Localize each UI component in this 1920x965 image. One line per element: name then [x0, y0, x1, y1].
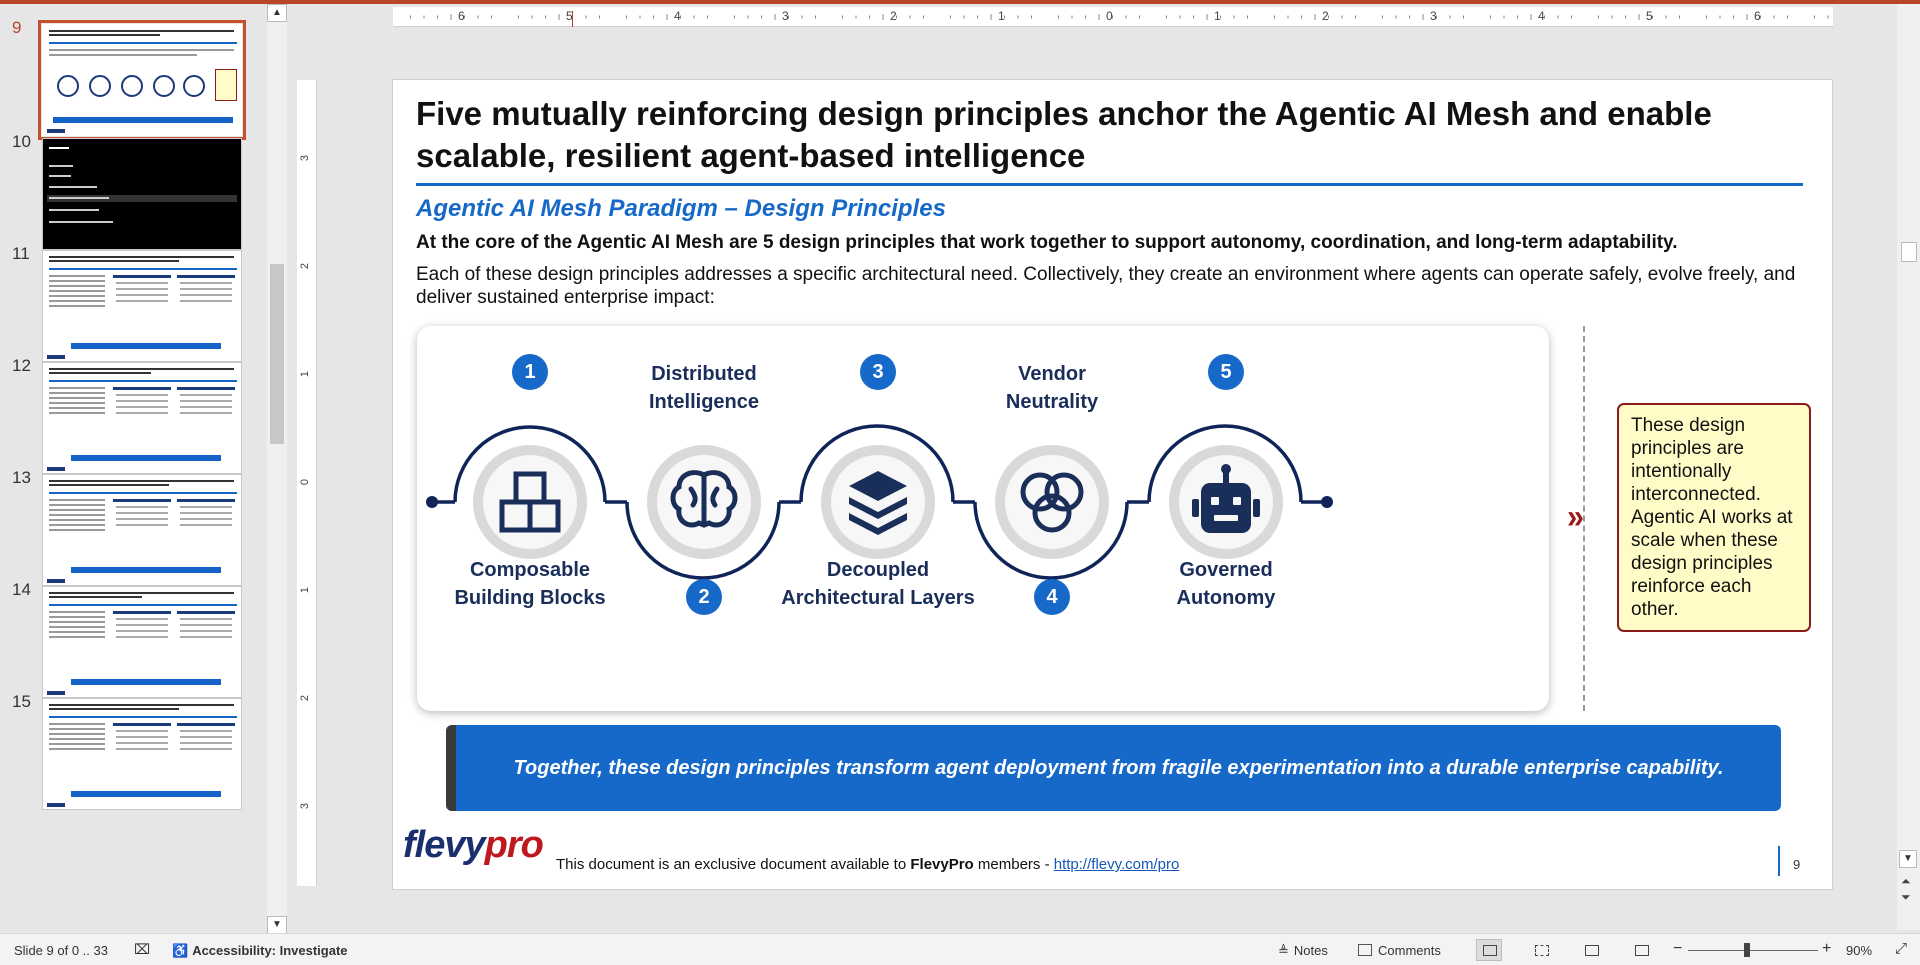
- ruler-number: 1: [1214, 9, 1221, 23]
- ruler-number: 3: [299, 154, 312, 162]
- brain-icon: [659, 457, 749, 547]
- flevypro-logo: [403, 823, 543, 867]
- step-label-distributed-intelligence[interactable]: [599, 360, 809, 416]
- normal-view-button[interactable]: [1476, 939, 1502, 961]
- step-label-line: Building Blocks: [454, 587, 606, 609]
- ruler-number: 0: [299, 478, 312, 486]
- slide-sorter-button[interactable]: [1528, 939, 1554, 961]
- step-number-badge: 2: [686, 579, 722, 615]
- thumbnail-number: 15: [12, 692, 31, 711]
- zoom-slider[interactable]: [1688, 950, 1818, 951]
- comments-button[interactable]: [1358, 943, 1441, 958]
- zoom-slider-handle[interactable]: [1744, 943, 1750, 957]
- interlocking-rings-icon: [1007, 457, 1097, 547]
- ruler-number: 3: [299, 802, 312, 810]
- zoom-in-button[interactable]: +: [1822, 940, 1832, 957]
- step-label-line: Composable: [469, 559, 591, 581]
- thumbnail-number: 13: [12, 468, 31, 487]
- accessibility-button[interactable]: [172, 943, 348, 959]
- editor-scrollbar[interactable]: [1897, 4, 1920, 930]
- ruler-number: 2: [299, 694, 312, 702]
- thumbnail-row-11[interactable]: [0, 244, 260, 364]
- thumbnail-row-10[interactable]: [0, 132, 260, 252]
- slide-thumbnail-11[interactable]: [42, 250, 242, 362]
- thumbnail-number: 10: [12, 132, 31, 151]
- step-label-line: Vendor: [1018, 363, 1086, 385]
- principles-panel[interactable]: [417, 326, 1549, 711]
- step-label-line: Autonomy: [1176, 587, 1276, 609]
- ruler-number: 4: [1538, 9, 1545, 23]
- accessibility-icon: ♿: [172, 943, 189, 958]
- logo-text: flevy: [403, 824, 485, 866]
- step-label-line: Decoupled: [826, 559, 930, 581]
- step-label-line: Intelligence: [648, 391, 760, 413]
- slide-counter[interactable]: Slide 9 of 0 .. 33: [14, 943, 108, 958]
- slide-show-icon: [1635, 945, 1649, 956]
- accessibility-label: Accessibility: Investigate: [192, 943, 348, 958]
- slide-show-button[interactable]: [1628, 939, 1654, 961]
- thumbnail-number: 12: [12, 356, 31, 375]
- step-label-line: Neutrality: [1005, 391, 1099, 413]
- notes-label: Notes: [1293, 943, 1328, 958]
- ruler-number: 2: [890, 9, 897, 23]
- ruler-number: 6: [458, 9, 465, 23]
- body-paragraph[interactable]: Each of these design principles addresses a specific architectural need. Collectively, they create an environment where agents can operate safely, evolve freely, and deliver sustained enterprise impact:: [416, 264, 1796, 308]
- building-blocks-icon: [485, 457, 575, 547]
- ruler-number: 1: [299, 586, 312, 594]
- step-label-vendor-neutrality[interactable]: [947, 360, 1157, 416]
- status-bar: [0, 933, 1920, 965]
- footer-brand: FlevyPro: [910, 856, 974, 873]
- comments-label: Comments: [1378, 943, 1441, 958]
- footer-text: This document is an exclusive document available to: [556, 856, 911, 873]
- step-label-line: Governed: [1179, 559, 1273, 581]
- next-slide-icon[interactable]: ⏷: [1901, 890, 1911, 904]
- slide-canvas[interactable]: [392, 79, 1833, 890]
- chevron-right-icon: »: [1566, 498, 1584, 536]
- step-label-governed-autonomy[interactable]: [1121, 556, 1331, 612]
- previous-slide-icon[interactable]: ⏶: [1901, 874, 1911, 888]
- thumbnail-row-12[interactable]: [0, 356, 260, 476]
- scrollbar-thumb[interactable]: [1901, 242, 1917, 262]
- reading-view-icon: [1585, 945, 1599, 956]
- footer-divider: [1778, 846, 1780, 876]
- ruler-number: 4: [674, 9, 681, 23]
- vertical-ruler[interactable]: [297, 80, 317, 886]
- slide-thumbnail-9[interactable]: [42, 24, 242, 136]
- thumbnail-row-15[interactable]: [0, 692, 260, 812]
- banner-accent: [446, 725, 456, 811]
- normal-view-icon: [1483, 945, 1497, 956]
- robot-icon: [1181, 457, 1271, 547]
- scroll-up-arrow-icon[interactable]: ▲: [267, 4, 287, 22]
- zoom-out-button[interactable]: −: [1673, 940, 1683, 957]
- thumbnail-row-14[interactable]: [0, 580, 260, 700]
- step-label-line: Distributed: [651, 363, 757, 385]
- reading-view-button[interactable]: [1578, 939, 1604, 961]
- ruler-number: 1: [299, 370, 312, 378]
- notes-button[interactable]: [1278, 943, 1328, 959]
- scroll-down-arrow-icon[interactable]: ▼: [267, 916, 287, 934]
- slide-thumbnail-10[interactable]: [42, 138, 242, 250]
- thumbnail-number: 14: [12, 580, 31, 599]
- lead-statement[interactable]: At the core of the Agentic AI Mesh are 5 design principles that work together to support autonomy, coordination, and long-term adaptability.: [416, 232, 1678, 253]
- step-number-badge: 4: [1034, 579, 1070, 615]
- ruler-number: 6: [1754, 9, 1761, 23]
- ruler-number: 0: [1106, 9, 1113, 23]
- thumbnail-row-9[interactable]: [0, 18, 260, 138]
- step-number-badge: 1: [512, 354, 548, 390]
- slide-subtitle[interactable]: Agentic AI Mesh Paradigm – Design Principles: [416, 195, 946, 222]
- footer-disclaimer: [556, 856, 1179, 873]
- thumbnail-number: 11: [12, 244, 30, 263]
- step-number-badge: 5: [1208, 354, 1244, 390]
- horizontal-ruler[interactable]: [393, 7, 1833, 27]
- slide-thumbnail-15[interactable]: [42, 698, 242, 810]
- thumbnail-number: 9: [12, 18, 22, 37]
- ruler-number: 5: [566, 9, 573, 23]
- comment-icon: [1358, 944, 1372, 956]
- ruler-number: 3: [1430, 9, 1437, 23]
- scrollbar-thumb[interactable]: [270, 264, 284, 444]
- ruler-ticks: [393, 7, 1833, 27]
- logo-text: pro: [484, 824, 543, 866]
- footer-text: members -: [973, 856, 1054, 873]
- banner-text: Together, these design principles transform agent deployment from fragile experimentation into a durable enterprise capability.: [513, 757, 1724, 779]
- slide-title[interactable]: Five mutually reinforcing design principles anchor the Agentic AI Mesh and enable scalable, resilient agent-based intelligence: [416, 95, 1712, 174]
- callout-note[interactable]: These design principles are intentionally interconnected. Agentic AI works at scale when these design principles reinforce each other.: [1617, 403, 1811, 632]
- spelling-check-icon[interactable]: ⌧: [134, 941, 151, 957]
- thumbnail-row-13[interactable]: [0, 468, 260, 588]
- ruler-number: 2: [299, 262, 312, 270]
- layers-icon: [833, 457, 923, 547]
- thumbnail-scrollbar[interactable]: [267, 4, 287, 934]
- slide-page-number: 9: [1793, 857, 1801, 872]
- slide-thumbnail-14[interactable]: [42, 586, 242, 698]
- conclusion-banner[interactable]: [446, 725, 1781, 811]
- slide-thumbnail-12[interactable]: [42, 362, 242, 474]
- ruler-number: 2: [1322, 9, 1329, 23]
- ruler-number: 5: [1646, 9, 1653, 23]
- slide-sorter-icon: [1535, 945, 1549, 956]
- slide-thumbnail-pane[interactable]: [0, 4, 290, 933]
- step-label-line: Architectural Layers: [781, 587, 975, 609]
- notes-icon: ≜: [1278, 943, 1289, 958]
- ruler-number: 1: [998, 9, 1005, 23]
- step-label-decoupled-architectural-layers[interactable]: [773, 556, 983, 612]
- fit-to-window-icon[interactable]: ⤢: [1895, 940, 1908, 957]
- scroll-down-arrow-icon[interactable]: ▼: [1899, 850, 1917, 868]
- footer-link[interactable]: http://flevy.com/pro: [1053, 856, 1180, 873]
- title-divider: [416, 183, 1803, 186]
- zoom-level[interactable]: 90%: [1846, 943, 1873, 958]
- step-number-badge: 3: [860, 354, 896, 390]
- step-label-composable-building-blocks[interactable]: [425, 556, 635, 612]
- ruler-number: 3: [782, 9, 789, 23]
- slide-thumbnail-13[interactable]: [42, 474, 242, 586]
